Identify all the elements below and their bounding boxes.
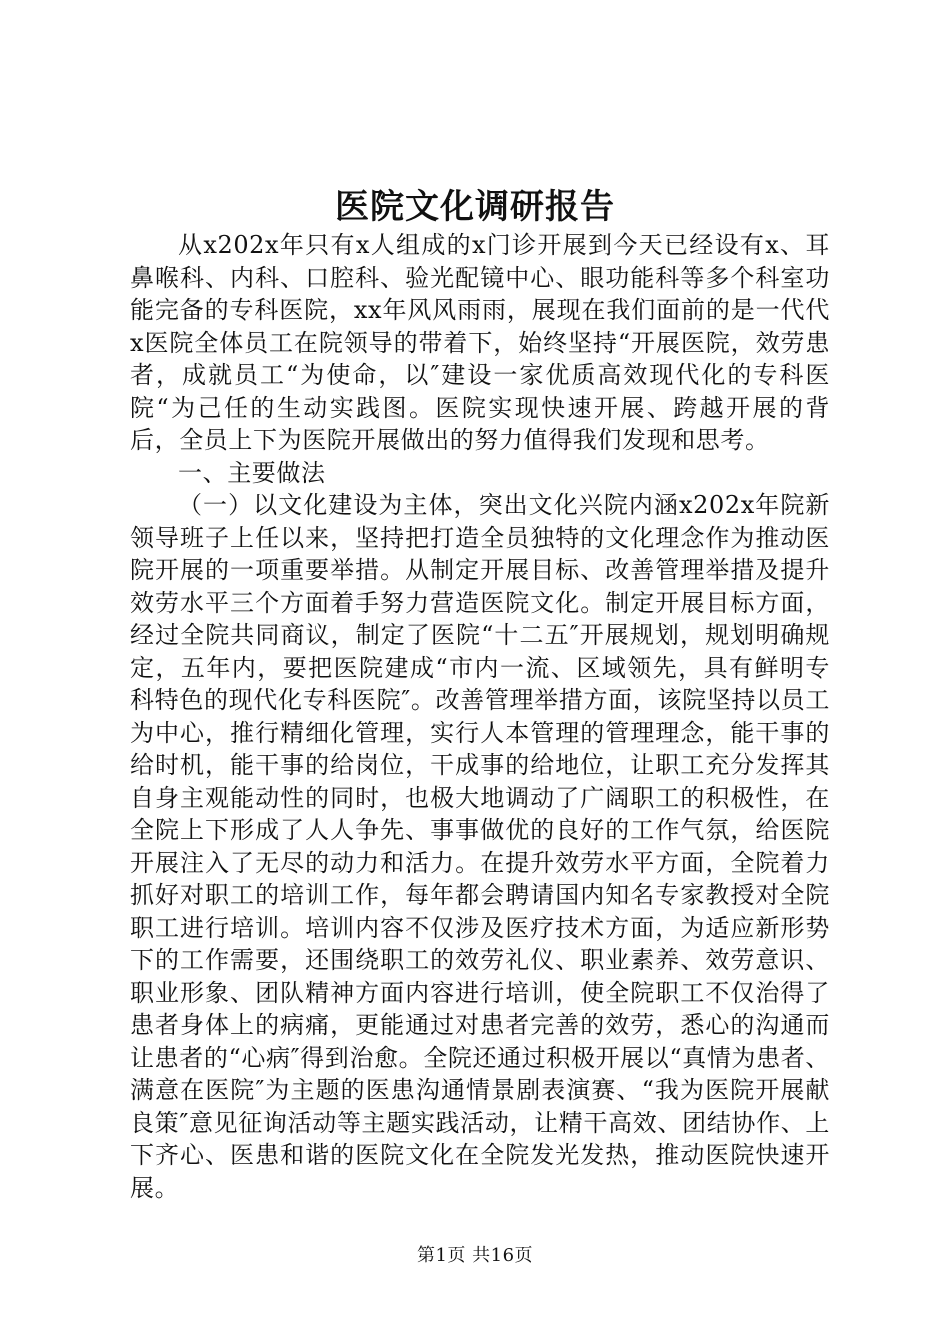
page-number-footer: 第1页 共16页 — [416, 1245, 534, 1266]
document-title: 医院文化调研报告 — [335, 187, 615, 227]
document-body — [130, 229, 830, 1204]
section-one-paragraph: （一）以文化建设为主体，突出文化兴院内涵x202x年院新领导班子上任以来，坚持把打造全员独特的文化理念作为推动医院开展的一项重要举措。从制定开展目标、改善管理举措及提升效劳水平三个方面着手努力营造医院文化。制定开展目标方面，经过全院共同商议，制定了医院“十二五″开展规划，规划明确规定，五年内，要把医院建成“市内一流、区域领先，具有鲜明专科特色的现代化专科医院″。改善管理举措方面，该院坚持以员工为中心，推行精细化管理，实行人本管理的管理理念，能干事的给时机，能干事的给岗位，干成事的给地位，让职工充分发挥其自身主观能动性的同时，也极大地调动了广阔职工的积极性，在全院上下形成了人人争先、事事做优的良好的工作气氛，给医院开展注入了无尽的动力和活力。在提升效劳水平方面，全院着力抓好对职工的培训工作，每年都会聘请国内知名专家教授对全院职工进行培训。培训内容不仅涉及医疗技术方面，为适应新形势下的工作需要，还围绕职工的效劳礼仪、职业素养、效劳意识、职业形象、团队精神方面内容进行培训，使全院职工不仅治得了患者身体上的病痛，更能通过对患者完善的效劳，悉心的沟通而让患者的“心病″得到治愈。全院还通过积极开展以“真情为患者、满意在医院″为主题的医患沟通情景剧表演赛、“我为医院开展献良策″意见征询活动等主题实践活动，让精干高效、团结协作、上下齐心、医患和谐的医院文化在全院发光发热，推动医院快速开展。 — [130, 491, 830, 1202]
intro-paragraph: 从x202x年只有x人组成的x门诊开展到今天已经设有x、耳鼻喉科、内科、口腔科、验光配镜中心、眼功能科等多个科室功能完备的专科医院，xx年风风雨雨，展现在我们面前的是一代代x医院全体员工在院领导的带着下，始终坚持“开展医院，效劳患者，成就员工“为使命，以″建设一家优质高效现代化的专科医院“为己任的生动实践图。医院实现快速开展、跨越开展的背后，全员上下为医院开展做出的努力值得我们发现和思考。 — [130, 231, 830, 454]
section-heading: 一、主要做法 — [178, 458, 326, 487]
